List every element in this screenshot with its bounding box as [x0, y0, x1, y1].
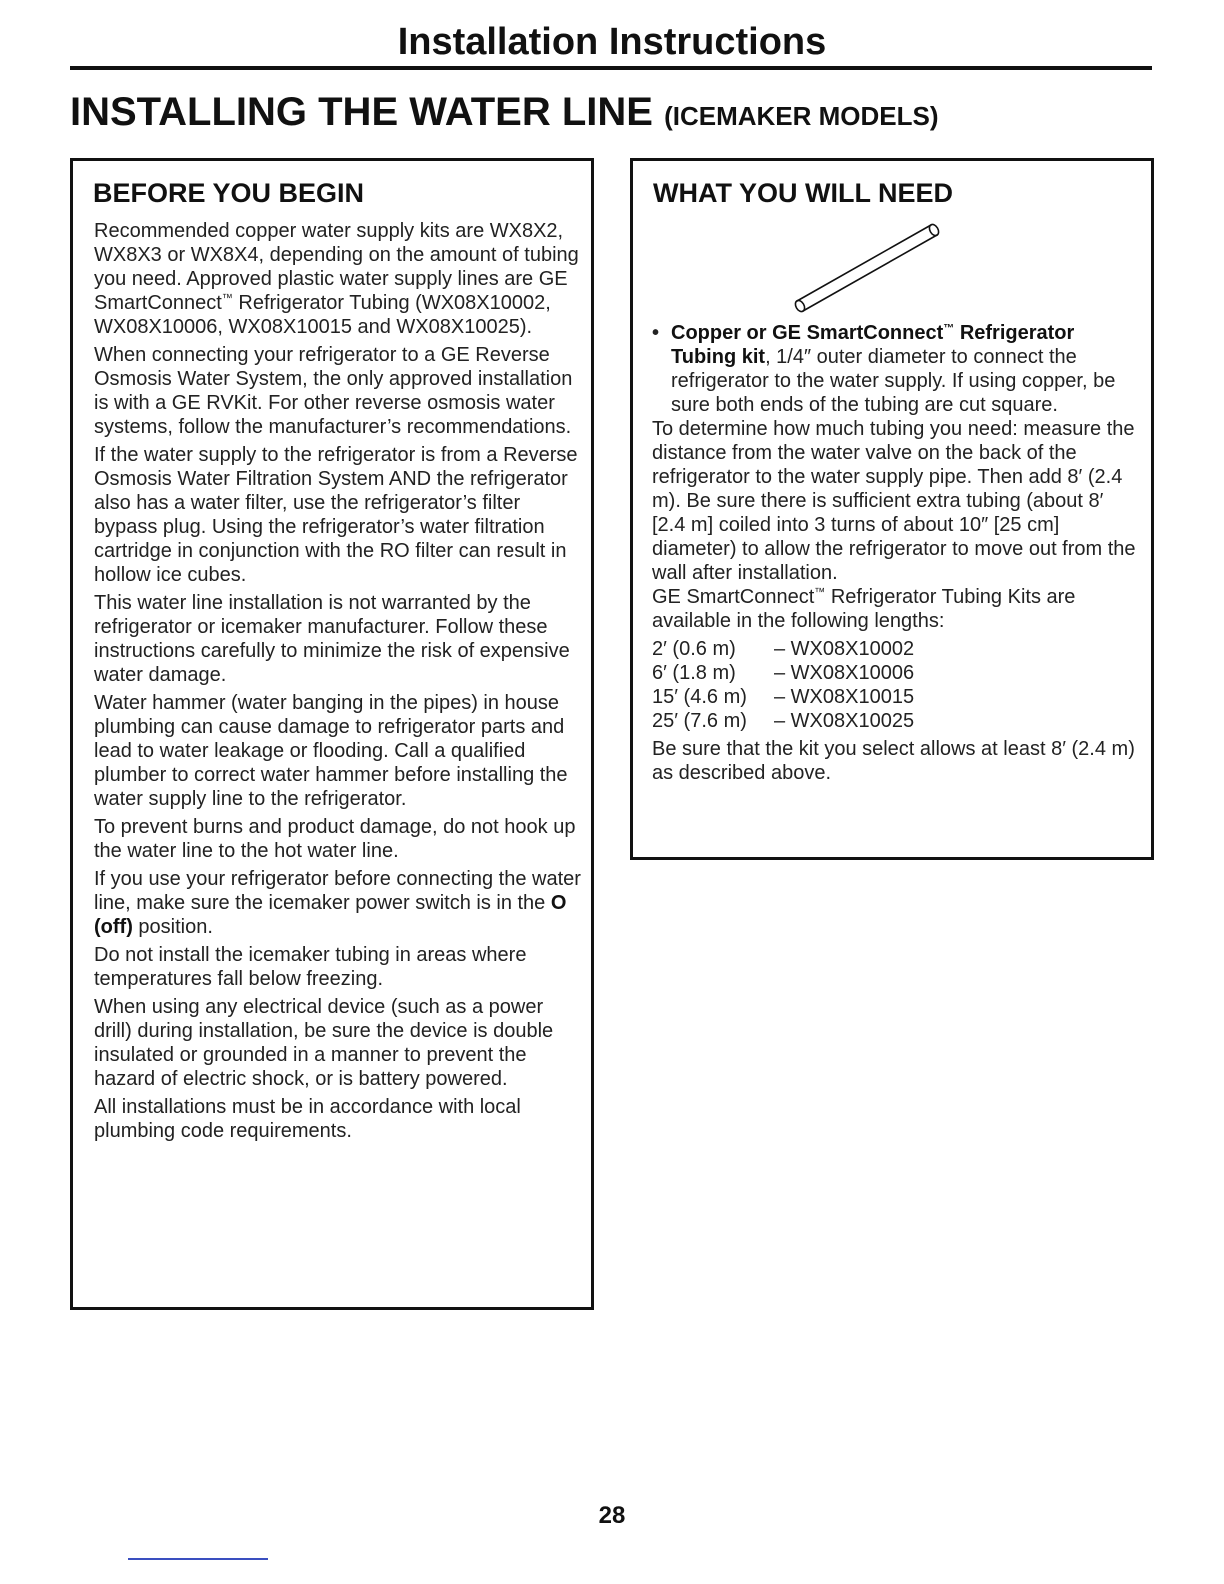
paragraph-text: Recommended copper water supply kits are WX8X2, WX8X3 or WX8X4, depending on the amount of tubing you need. Approved plastic water supply lines are GE SmartConnect — [94, 220, 579, 314]
paragraph-text: Refrigerator Tubing Kits are available in the following lengths: — [652, 586, 1076, 632]
length-cell: 6′ (1.8 m) — [652, 662, 736, 684]
paragraph: Be sure that the kit you select allows at least 8′ (2.4 m) as described above. — [652, 738, 1135, 784]
paragraph — [652, 585, 1142, 633]
paragraph-text: GE SmartConnect — [652, 586, 815, 608]
tubing-icon — [793, 213, 953, 317]
before-you-begin-panel — [70, 158, 594, 1310]
bullet-icon: • — [652, 322, 660, 344]
item-title: Refrigerator Tubing kit — [671, 322, 1075, 368]
paragraph: Water hammer (water banging in the pipes) in house plumbing can cause damage to refrigerator parts and lead to water leakage or flooding. Call a qualified plumber to correct water hammer before installing the water supply line to the refrigerator. — [94, 692, 568, 810]
section-subtitle: (ICEMAKER MODELS) — [664, 101, 939, 131]
item-title: Copper or GE SmartConnect — [671, 322, 944, 344]
trademark-symbol: ™ — [943, 322, 955, 335]
paragraph: To determine how much tubing you need: measure the distance from the water valve on the back of the refrigerator to the water supply pipe. Then add 8′ (2.4 m). Be sure there is sufficient extra tubing (about 8′ [2.4 m] coiled into 3 turns of about 10″ [25 cm] diameter) to allow the refrigerator to move out from the wall after installation. — [652, 418, 1136, 584]
part-cell: – WX08X10015 — [774, 686, 915, 708]
list-item — [652, 321, 1142, 417]
before-you-begin-body — [94, 219, 584, 1147]
length-cell: 15′ (4.6 m) — [652, 686, 747, 708]
footer-rule — [128, 1558, 268, 1560]
length-cell: 25′ (7.6 m) — [652, 710, 747, 732]
off-position-label: O (off) — [94, 892, 567, 938]
paragraph: All installations must be in accordance with local plumbing code requirements. — [94, 1096, 521, 1142]
part-cell: – WX08X10025 — [774, 710, 915, 732]
tubing-kit-item — [671, 321, 1142, 417]
part-cell: – WX08X10006 — [774, 662, 915, 684]
part-cell: – WX08X10002 — [774, 638, 915, 660]
paragraph: Do not install the icemaker tubing in areas where temperatures fall below freezing. — [94, 944, 527, 990]
what-you-will-need-title: WHAT YOU WILL NEED — [653, 178, 953, 208]
table-row — [652, 685, 1142, 709]
paragraph — [94, 219, 584, 339]
what-you-will-need-body — [652, 321, 1142, 785]
section-title-main: INSTALLING THE WATER LINE — [70, 90, 653, 134]
trademark-symbol: ™ — [814, 586, 826, 599]
header-divider — [70, 66, 1152, 70]
what-you-will-need-panel — [630, 158, 1154, 860]
paragraph: If the water supply to the refrigerator is from a Reverse Osmosis Water Filtration System AND the refrigerator also has a water filter, use the refrigerator’s filter bypass plug. Using the refrigerator’s water filtration cartridge in conjunction with the RO filter can result in hollow ice cubes. — [94, 444, 578, 586]
paragraph-text: position. — [132, 916, 213, 938]
paragraph: This water line installation is not warranted by the refrigerator or icemaker manufacturer. Follow these instructions carefully to minimize the risk of expensive water damage. — [94, 592, 570, 686]
section-title — [70, 88, 939, 140]
paragraph: When using any electrical device (such as a power drill) during installation, be sure the device is double insulated or grounded in a manner to prevent the hazard of electric shock, or is battery powered. — [94, 996, 554, 1090]
page-number: 28 — [598, 1502, 626, 1529]
paragraph-text: Refrigerator Tubing (WX08X10002, WX08X10006, WX08X10015 and WX08X10025). — [94, 292, 551, 338]
paragraph: To prevent burns and product damage, do not hook up the water line to the hot water line. — [94, 816, 576, 862]
item-description: , 1/4″ outer diameter to connect the refrigerator to the water supply. If using copper, be sure both ends of the tubing are cut square. — [671, 346, 1116, 416]
paragraph-text: If you use your refrigerator before connecting the water line, make sure the icemaker power switch is in the — [94, 868, 581, 914]
paragraph — [94, 867, 584, 939]
table-row — [652, 661, 1142, 685]
table-row — [652, 709, 1142, 733]
before-you-begin-title: BEFORE YOU BEGIN — [93, 178, 365, 208]
tubing-lengths-table — [652, 637, 1142, 733]
table-row — [652, 637, 1142, 661]
paragraph: When connecting your refrigerator to a GE Reverse Osmosis Water System, the only approved installation is with a GE RVKit. For other reverse osmosis water systems, follow the manufacturer’s recommendations. — [94, 344, 573, 438]
trademark-symbol: ™ — [221, 292, 233, 305]
length-cell: 2′ (0.6 m) — [652, 638, 736, 660]
page-header-title: Installation Instructions — [397, 21, 827, 63]
